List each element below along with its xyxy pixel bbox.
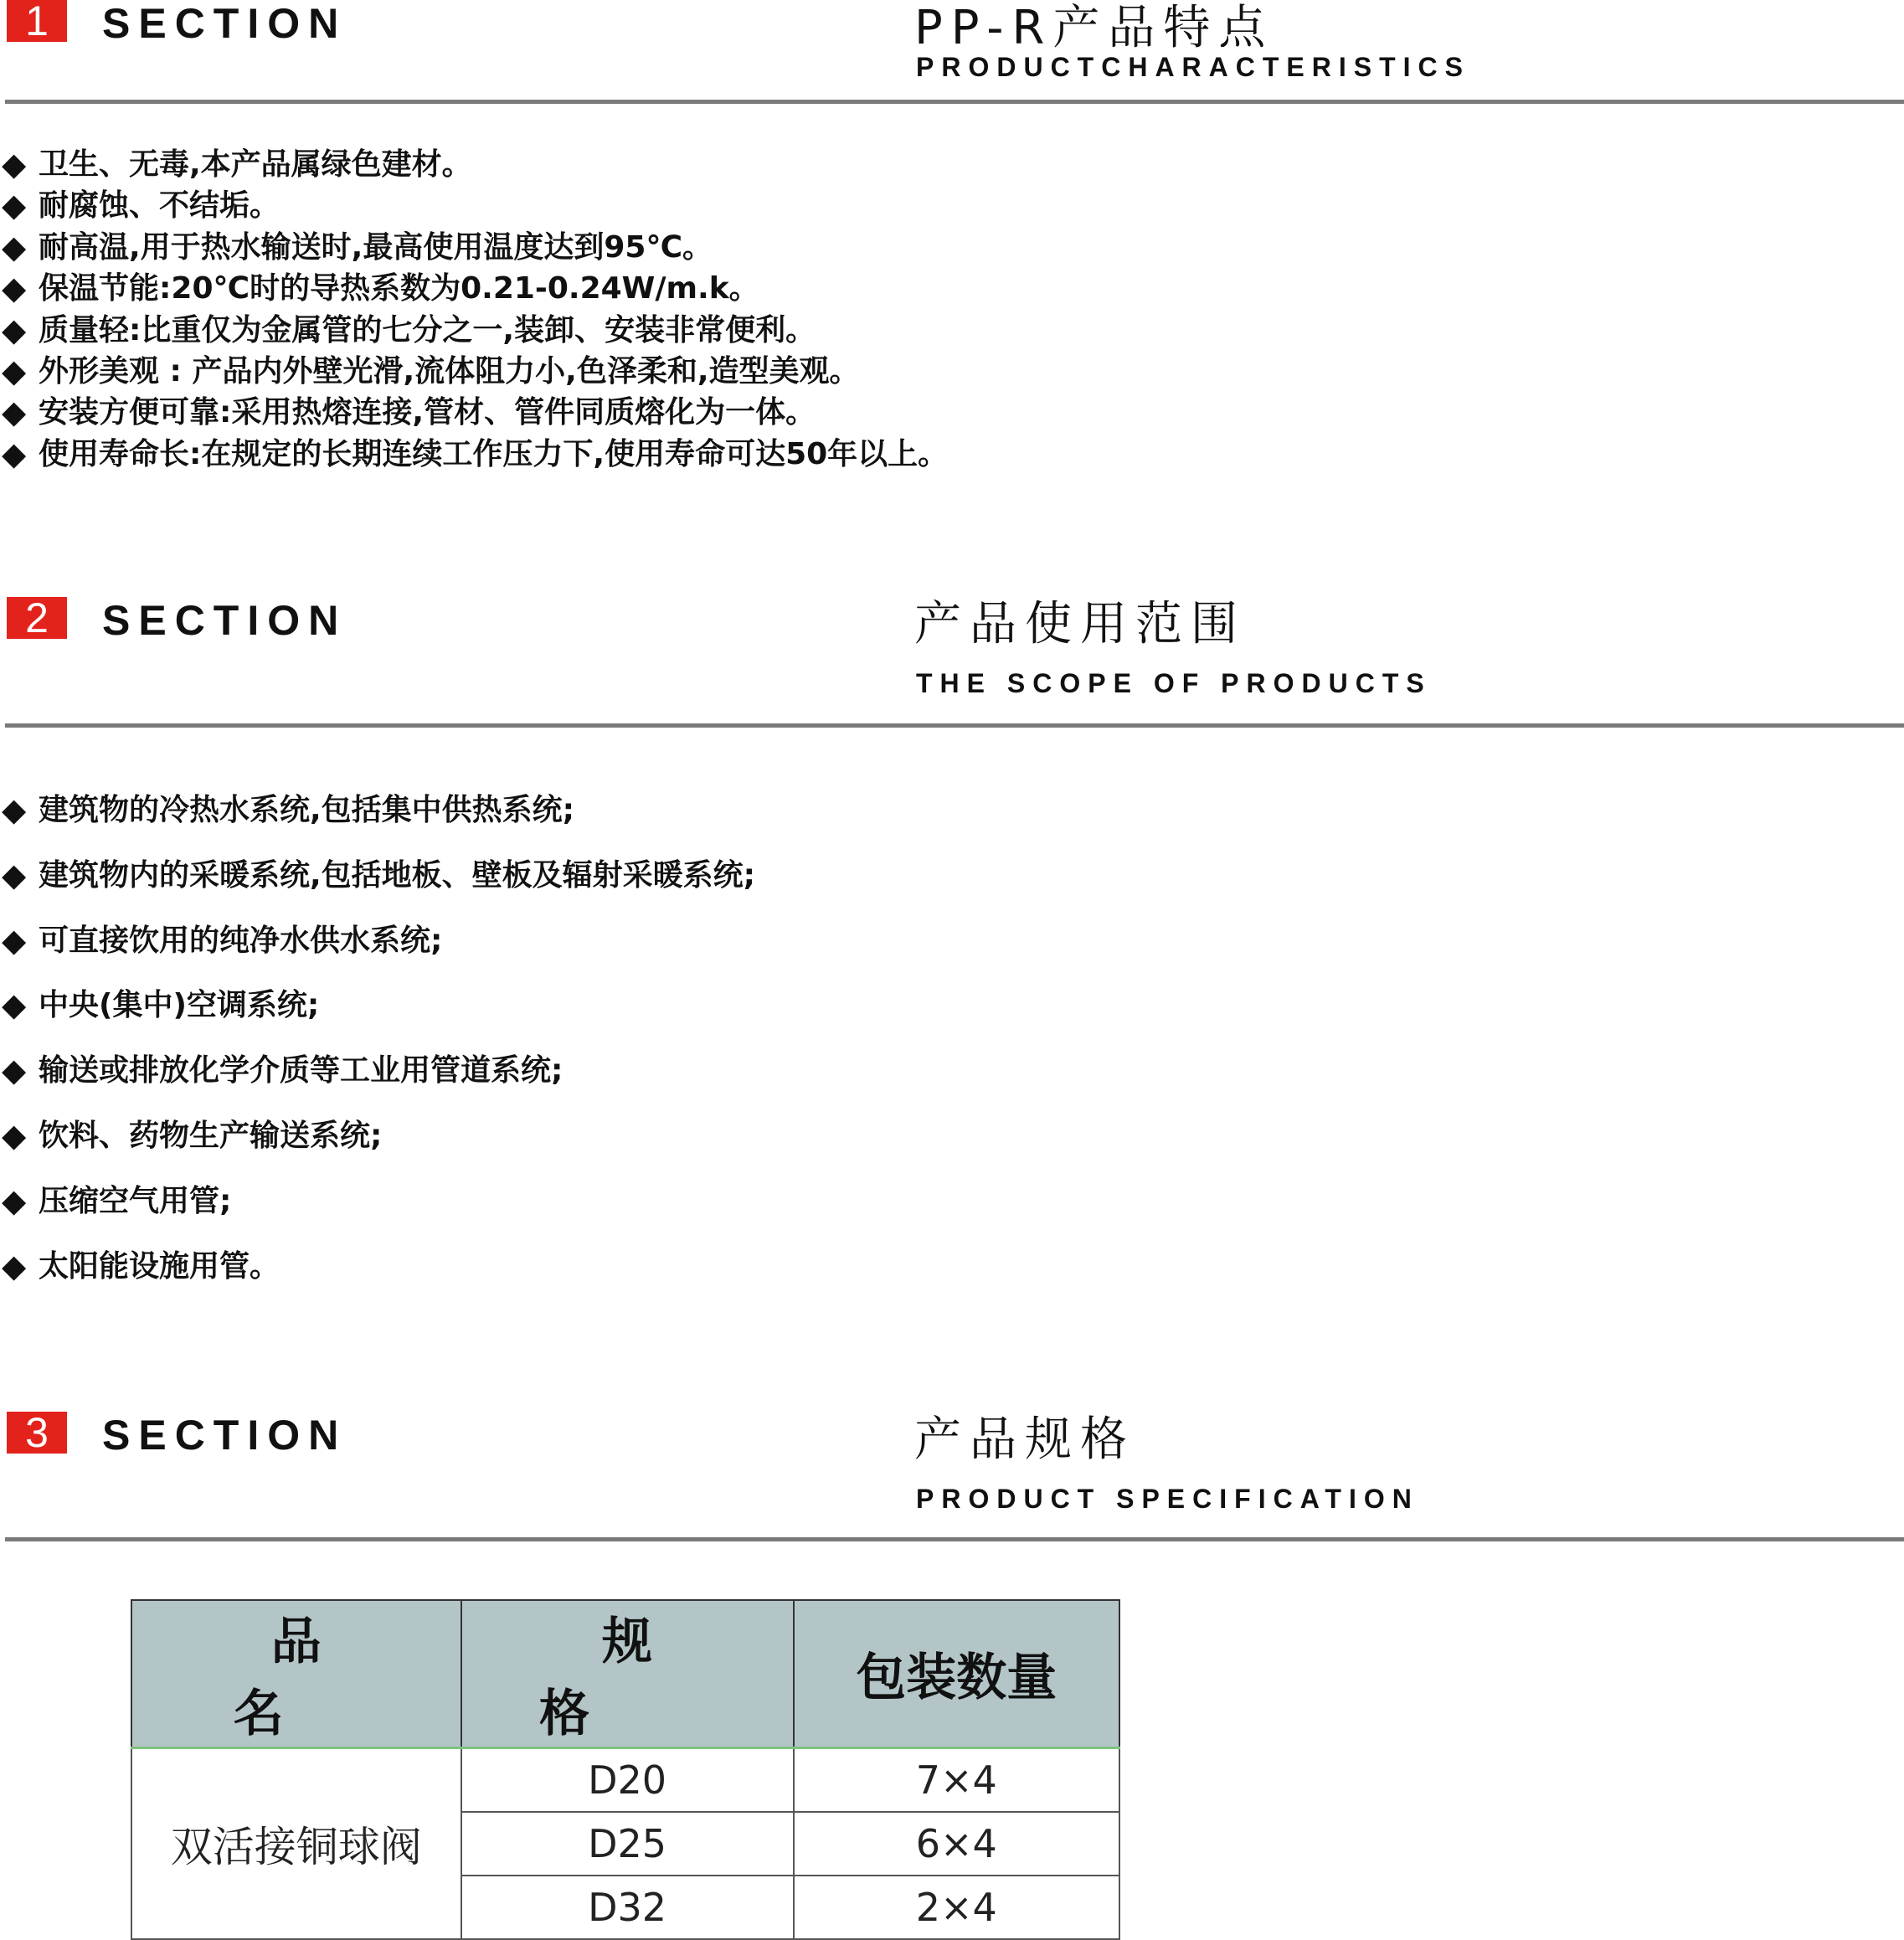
qty-cell: 2×4	[794, 1876, 1119, 1939]
list-item: ◆ 饮料、药物生产输送系统;	[0, 1104, 755, 1169]
section-divider	[5, 723, 1904, 728]
section-title-cn: 产品使用范围	[914, 597, 1246, 651]
diamond-bullet-icon: ◆	[2, 1116, 27, 1154]
product-name-cell: 双活接铜球阀	[131, 1748, 461, 1940]
list-item: ◆ 输送或排放化学介质等工业用管道系统;	[0, 1038, 755, 1104]
diamond-bullet-icon: ◆	[2, 856, 27, 893]
list-item: ◆ 中央(集中)空调系统;	[0, 973, 755, 1038]
section-number-badge: 3	[7, 1412, 67, 1454]
section-label: SECTION	[102, 0, 347, 47]
qty-cell: 6×4	[794, 1812, 1119, 1876]
diamond-bullet-icon: ◆	[2, 228, 27, 265]
diamond-bullet-icon: ◆	[2, 187, 27, 224]
list-item: ◆ 建筑物内的采暖系统,包括地板、壁板及辐射采暖系统;	[0, 843, 755, 908]
column-header-spec: 规格	[461, 1600, 794, 1748]
spec-table	[131, 1599, 1120, 1940]
list-item: ◆ 外形美观 : 产品内外壁光滑,流体阻力小,色泽柔和,造型美观。	[0, 351, 948, 392]
diamond-bullet-icon: ◆	[2, 352, 27, 389]
list-item: ◆ 建筑物的冷热水系统,包括集中供热系统;	[0, 778, 755, 843]
section-label: SECTION	[102, 597, 347, 644]
column-header-qty: 包装数量	[794, 1600, 1119, 1748]
list-item: ◆ 耐腐蚀、不结垢。	[0, 185, 948, 226]
spec-cell: D20	[461, 1748, 794, 1813]
scope-list	[0, 778, 755, 1299]
section-title-en: PRODUCTCHARACTERISTICS	[916, 52, 1470, 82]
section-title-cn: 产品规格	[914, 1413, 1135, 1467]
section-label: SECTION	[102, 1412, 347, 1459]
list-item: ◆ 太阳能设施用管。	[0, 1234, 755, 1299]
diamond-bullet-icon: ◆	[2, 146, 27, 183]
characteristics-list	[0, 144, 948, 475]
list-item: ◆ 卫生、无毒,本产品属绿色建材。	[0, 144, 948, 185]
diamond-bullet-icon: ◆	[2, 435, 27, 472]
diamond-bullet-icon: ◆	[2, 1247, 27, 1284]
section-divider	[5, 1537, 1904, 1541]
section-number-badge: 1	[7, 0, 67, 42]
section-number-badge: 2	[7, 597, 67, 639]
table-header-row	[131, 1600, 1119, 1748]
list-item: ◆ 使用寿命长:在规定的长期连续工作压力下,使用寿命可达50年以上。	[0, 434, 948, 475]
diamond-bullet-icon: ◆	[2, 1181, 27, 1219]
section-title-cn: PP-R产品特点	[914, 1, 1274, 55]
list-item: ◆ 可直接饮用的纯净水供水系统;	[0, 908, 755, 974]
spec-cell: D25	[461, 1812, 794, 1876]
diamond-bullet-icon: ◆	[2, 1052, 27, 1089]
diamond-bullet-icon: ◆	[2, 394, 27, 431]
section-title-en: THE SCOPE OF PRODUCTS	[916, 668, 1432, 698]
list-item: ◆ 耐高温,用于热水输送时,最高使用温度达到95℃。	[0, 227, 948, 268]
diamond-bullet-icon: ◆	[2, 986, 27, 1024]
list-item: ◆ 保温节能:20℃时的导热系数为0.21-0.24W/m.k。	[0, 268, 948, 309]
section-divider	[5, 100, 1904, 104]
table-row	[131, 1748, 1119, 1813]
diamond-bullet-icon: ◆	[2, 311, 27, 348]
list-item: ◆ 质量轻:比重仅为金属管的七分之一,装卸、安装非常便利。	[0, 310, 948, 351]
diamond-bullet-icon: ◆	[2, 270, 27, 307]
list-item: ◆ 压缩空气用管;	[0, 1169, 755, 1234]
spec-cell: D32	[461, 1876, 794, 1939]
diamond-bullet-icon: ◆	[2, 921, 27, 959]
section-title-en: PRODUCT SPECIFICATION	[916, 1484, 1419, 1514]
qty-cell: 7×4	[794, 1748, 1119, 1813]
column-header-name: 品名	[131, 1600, 461, 1748]
diamond-bullet-icon: ◆	[2, 791, 27, 828]
list-item: ◆ 安装方便可靠:采用热熔连接,管材、管件同质熔化为一体。	[0, 392, 948, 433]
